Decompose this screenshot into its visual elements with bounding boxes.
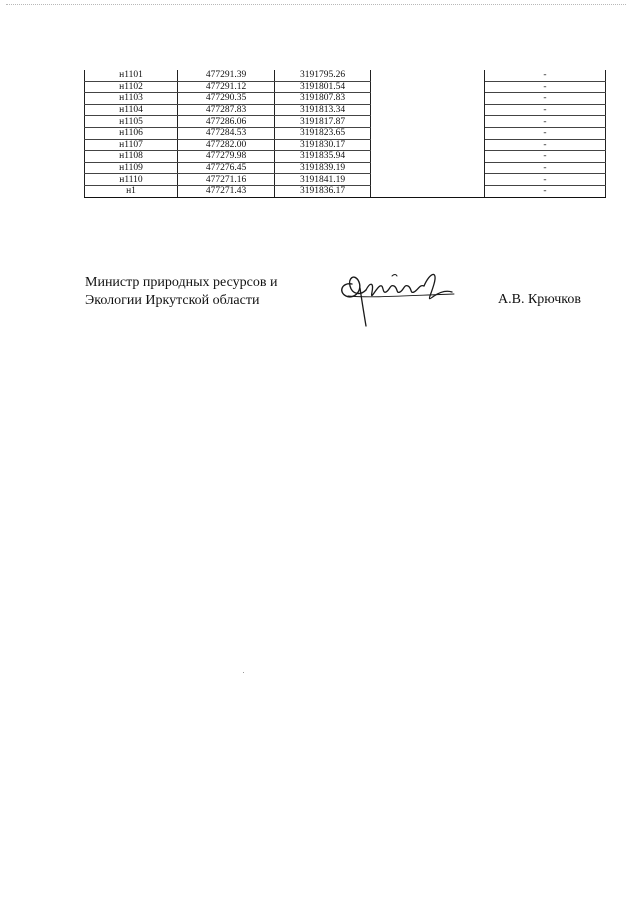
note-cell: - [485, 127, 606, 139]
scan-speck [243, 672, 244, 673]
table-row [85, 116, 606, 128]
empty-cell [371, 81, 485, 93]
x-cell: 477271.43 [178, 185, 275, 197]
point-cell: н1108 [85, 151, 178, 163]
empty-cell [371, 174, 485, 186]
empty-cell [371, 127, 485, 139]
note-cell: - [485, 151, 606, 163]
y-cell: 3191839.19 [275, 162, 371, 174]
empty-cell [371, 104, 485, 116]
table-row [85, 162, 606, 174]
empty-cell [371, 139, 485, 151]
x-cell: 477279.98 [178, 151, 275, 163]
y-cell: 3191830.17 [275, 139, 371, 151]
x-cell: 477284.53 [178, 127, 275, 139]
x-cell: 477291.12 [178, 81, 275, 93]
y-cell: 3191813.34 [275, 104, 371, 116]
x-cell: 477287.83 [178, 104, 275, 116]
signer-position [85, 274, 277, 310]
note-cell: - [485, 104, 606, 116]
empty-cell [371, 116, 485, 128]
y-cell: 3191795.26 [275, 70, 371, 81]
coordinates-table [84, 70, 606, 198]
signer-name: А.В. Крючков [498, 292, 581, 307]
note-cell: - [485, 81, 606, 93]
x-cell: 477282.00 [178, 139, 275, 151]
x-cell: 477290.35 [178, 93, 275, 105]
table-row [85, 104, 606, 116]
empty-cell [371, 93, 485, 105]
scan-edge-artifact [6, 4, 626, 7]
empty-cell [371, 151, 485, 163]
y-cell: 3191823.65 [275, 127, 371, 139]
point-cell: н1102 [85, 81, 178, 93]
point-cell: н1 [85, 185, 178, 197]
x-cell: 477276.45 [178, 162, 275, 174]
point-cell: н1109 [85, 162, 178, 174]
signer-position-line-2: Экологии Иркутской области [85, 293, 260, 308]
point-cell: н1107 [85, 139, 178, 151]
x-cell: 477271.16 [178, 174, 275, 186]
coordinates-table-body [85, 70, 606, 197]
x-cell: 477291.39 [178, 70, 275, 81]
note-cell: - [485, 162, 606, 174]
empty-cell [371, 70, 485, 81]
note-cell: - [485, 70, 606, 81]
y-cell: 3191836.17 [275, 185, 371, 197]
y-cell: 3191841.19 [275, 174, 371, 186]
table-row [85, 174, 606, 186]
empty-cell [371, 185, 485, 197]
x-cell: 477286.06 [178, 116, 275, 128]
table-row [85, 93, 606, 105]
point-cell: н1103 [85, 93, 178, 105]
note-cell: - [485, 139, 606, 151]
point-cell: н1104 [85, 104, 178, 116]
signer-position-line-1: Министр природных ресурсов и [85, 275, 278, 290]
table-row [85, 70, 606, 81]
point-cell: н1110 [85, 174, 178, 186]
y-cell: 3191835.94 [275, 151, 371, 163]
note-cell: - [485, 93, 606, 105]
empty-cell [371, 162, 485, 174]
note-cell: - [485, 116, 606, 128]
table-row [85, 151, 606, 163]
note-cell: - [485, 174, 606, 186]
table-row [85, 127, 606, 139]
table-row [85, 81, 606, 93]
y-cell: 3191801.54 [275, 81, 371, 93]
handwritten-signature [330, 262, 460, 332]
point-cell: н1101 [85, 70, 178, 81]
y-cell: 3191817.87 [275, 116, 371, 128]
point-cell: н1106 [85, 127, 178, 139]
note-cell: - [485, 185, 606, 197]
point-cell: н1105 [85, 116, 178, 128]
table-row [85, 139, 606, 151]
table-row [85, 185, 606, 197]
y-cell: 3191807.83 [275, 93, 371, 105]
